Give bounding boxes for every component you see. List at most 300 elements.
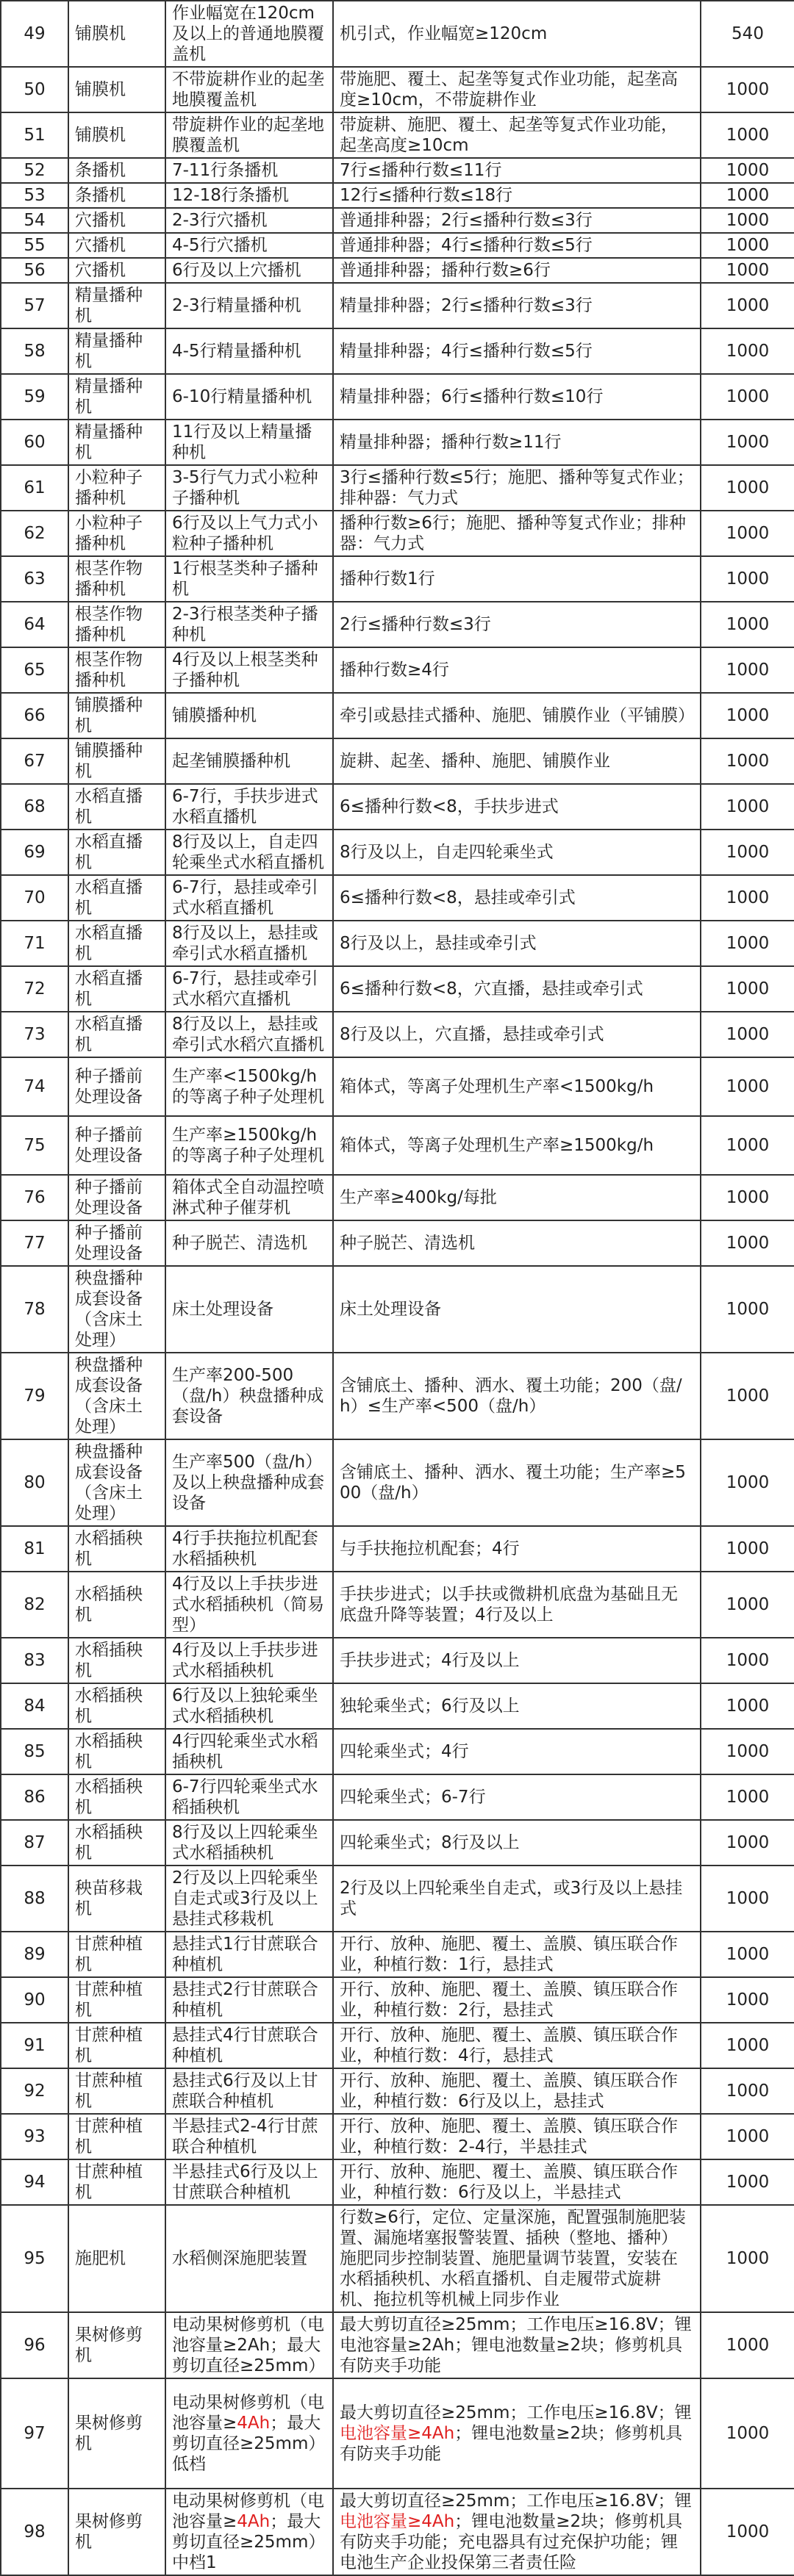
category-cell: 果树修剪机 <box>68 2312 165 2378</box>
table-row <box>1 112 794 158</box>
spec-cell: 开行、放种、施肥、覆土、盖膜、镇压联合作业，种植行数：6行及以上，悬挂式 <box>333 2068 701 2114</box>
table-row <box>1 784 794 830</box>
item-name-cell: 12-18行条播机 <box>165 183 333 208</box>
spec-cell: 含铺底土、播种、洒水、覆土功能；生产率≥500（盘/h） <box>333 1439 701 1526</box>
row-number: 58 <box>1 328 68 374</box>
spec-cell: 手扶步进式；4行及以上 <box>333 1638 701 1683</box>
table-row <box>1 465 794 511</box>
row-number: 71 <box>1 921 68 966</box>
item-name-cell: 4-5行精量播种机 <box>165 328 333 374</box>
category-cell: 精量播种机 <box>68 328 165 374</box>
row-number: 49 <box>1 1 68 67</box>
row-number: 68 <box>1 784 68 830</box>
spec-cell: 6≤播种行数<8，悬挂或牵引式 <box>333 875 701 921</box>
highlight-text: 电池容量≥4Ah <box>340 2512 455 2531</box>
item-name-cell: 4-5行穴播机 <box>165 233 333 258</box>
spec-cell: 手扶步进式；以手扶或微耕机底盘为基础且无底盘升降等装置；4行及以上 <box>333 1572 701 1638</box>
item-name-cell: 6行及以上穴播机 <box>165 258 333 283</box>
spec-cell: 箱体式，等离子处理机生产率≥1500kg/h <box>333 1116 701 1175</box>
subsidy-amount: 1000 <box>701 693 794 738</box>
category-cell: 条播机 <box>68 158 165 183</box>
item-name-cell: 电动果树修剪机（电池容量≥4Ah；最大剪切直径≥25mm）低档 <box>165 2378 333 2489</box>
item-name-cell: 不带旋耕作业的起垄地膜覆盖机 <box>165 67 333 112</box>
category-cell: 水稻直播机 <box>68 1012 165 1057</box>
spec-cell: 开行、放种、施肥、覆土、盖膜、镇压联合作业，种植行数：6行及以上，半悬挂式 <box>333 2159 701 2205</box>
row-number: 76 <box>1 1175 68 1220</box>
subsidy-amount: 1000 <box>701 420 794 465</box>
table-row <box>1 1683 794 1729</box>
item-name-cell: 半悬挂式6行及以上甘蔗联合种植机 <box>165 2159 333 2205</box>
category-cell: 种子播前处理设备 <box>68 1175 165 1220</box>
subsidy-amount: 1000 <box>701 208 794 233</box>
row-number: 97 <box>1 2378 68 2489</box>
table-row <box>1 2068 794 2114</box>
row-number: 55 <box>1 233 68 258</box>
category-cell: 种子播前处理设备 <box>68 1116 165 1175</box>
row-number: 78 <box>1 1266 68 1353</box>
spec-cell: 最大剪切直径≥25mm；工作电压≥16.8V；锂电池容量≥4Ah；锂电池数量≥2块；修剪机具有防夹手功能；充电器具有过充保护功能；锂电池生产企业投保第三者责任险 <box>333 2489 701 2575</box>
table-row <box>1 208 794 233</box>
row-number: 60 <box>1 420 68 465</box>
row-number: 82 <box>1 1572 68 1638</box>
spec-cell: 普通排种器；2行≤播种行数≤3行 <box>333 208 701 233</box>
category-cell: 铺膜播种机 <box>68 738 165 784</box>
category-cell: 水稻直播机 <box>68 966 165 1012</box>
item-name-cell: 起垄铺膜播种机 <box>165 738 333 784</box>
subsidy-amount: 1000 <box>701 2023 794 2068</box>
category-cell: 果树修剪机 <box>68 2489 165 2575</box>
row-number: 66 <box>1 693 68 738</box>
table-row <box>1 921 794 966</box>
row-number: 51 <box>1 112 68 158</box>
subsidy-amount: 1000 <box>701 258 794 283</box>
spec-cell: 四轮乘坐式；8行及以上 <box>333 1820 701 1866</box>
table-row <box>1 1820 794 1866</box>
row-number: 88 <box>1 1866 68 1932</box>
table-row <box>1 2378 794 2489</box>
row-number: 84 <box>1 1683 68 1729</box>
item-name-cell: 电动果树修剪机（电池容量≥4Ah；最大剪切直径≥25mm）中档1 <box>165 2489 333 2575</box>
category-cell: 种子播前处理设备 <box>68 1057 165 1116</box>
spec-cell: 8行及以上，穴直播，悬挂或牵引式 <box>333 1012 701 1057</box>
table-row <box>1 328 794 374</box>
subsidy-amount: 1000 <box>701 328 794 374</box>
row-number: 77 <box>1 1220 68 1266</box>
spec-cell: 与手扶拖拉机配套；4行 <box>333 1526 701 1572</box>
row-number: 53 <box>1 183 68 208</box>
subsidy-amount: 1000 <box>701 966 794 1012</box>
category-cell: 水稻插秧机 <box>68 1638 165 1683</box>
category-cell: 果树修剪机 <box>68 2378 165 2489</box>
subsidy-amount: 1000 <box>701 2114 794 2159</box>
row-number: 94 <box>1 2159 68 2205</box>
spec-cell: 3行≤播种行数≤5行；施肥、播种等复式作业；排种器：气力式 <box>333 465 701 511</box>
item-name-cell: 6-7行四轮乘坐式水稻插秧机 <box>165 1774 333 1820</box>
category-cell: 小粒种子播种机 <box>68 511 165 556</box>
spec-cell: 独轮乘坐式；6行及以上 <box>333 1683 701 1729</box>
item-name-cell: 6-7行，悬挂或牵引式水稻穴直播机 <box>165 966 333 1012</box>
row-number: 83 <box>1 1638 68 1683</box>
subsidy-amount: 1000 <box>701 1116 794 1175</box>
table-row <box>1 1439 794 1526</box>
row-number: 90 <box>1 1977 68 2023</box>
category-cell: 秧盘播种成套设备（含床土处理） <box>68 1439 165 1526</box>
spec-cell: 开行、放种、施肥、覆土、盖膜、镇压联合作业，种植行数：2-4行，半悬挂式 <box>333 2114 701 2159</box>
subsidy-amount: 1000 <box>701 1526 794 1572</box>
subsidy-amount: 540 <box>701 1 794 67</box>
spec-cell: 普通排种器；4行≤播种行数≤5行 <box>333 233 701 258</box>
category-cell: 甘蔗种植机 <box>68 2114 165 2159</box>
subsidy-amount: 1000 <box>701 1866 794 1932</box>
item-name-cell: 4行及以上根茎类种子播种机 <box>165 647 333 693</box>
item-name-cell: 铺膜播种机 <box>165 693 333 738</box>
item-name-cell: 半悬挂式2-4行甘蔗联合种植机 <box>165 2114 333 2159</box>
table-row <box>1 420 794 465</box>
item-name-cell: 4行手扶拖拉机配套水稻插秧机 <box>165 1526 333 1572</box>
spec-cell: 床土处理设备 <box>333 1266 701 1353</box>
subsidy-amount: 1000 <box>701 374 794 420</box>
category-cell: 精量播种机 <box>68 374 165 420</box>
row-number: 59 <box>1 374 68 420</box>
spec-cell: 带旋耕、施肥、覆土、起垄等复式作业功能，起垄高度≥10cm <box>333 112 701 158</box>
category-cell: 根茎作物播种机 <box>68 647 165 693</box>
category-cell: 水稻插秧机 <box>68 1774 165 1820</box>
category-cell: 根茎作物播种机 <box>68 602 165 647</box>
spec-cell: 开行、放种、施肥、覆土、盖膜、镇压联合作业，种植行数：4行，悬挂式 <box>333 2023 701 2068</box>
table-row <box>1 738 794 784</box>
spec-cell: 7行≤播种行数≤11行 <box>333 158 701 183</box>
spec-cell: 播种行数≥6行；施肥、播种等复式作业；排种器：气力式 <box>333 511 701 556</box>
subsidy-amount: 1000 <box>701 1683 794 1729</box>
subsidy-amount: 1000 <box>701 1774 794 1820</box>
subsidy-amount: 1000 <box>701 647 794 693</box>
table-row <box>1 2023 794 2068</box>
spec-cell: 开行、放种、施肥、覆土、盖膜、镇压联合作业，种植行数：1行，悬挂式 <box>333 1932 701 1977</box>
row-number: 57 <box>1 283 68 328</box>
category-cell: 秧苗移栽机 <box>68 1866 165 1932</box>
spec-cell: 12行≤播种行数≤18行 <box>333 183 701 208</box>
row-number: 50 <box>1 67 68 112</box>
spec-cell: 2行≤播种行数≤3行 <box>333 602 701 647</box>
category-cell: 铺膜机 <box>68 67 165 112</box>
row-number: 74 <box>1 1057 68 1116</box>
item-name-cell: 6-7行，悬挂或牵引式水稻直播机 <box>165 875 333 921</box>
subsidy-amount: 1000 <box>701 465 794 511</box>
subsidy-amount: 1000 <box>701 158 794 183</box>
table-row <box>1 1729 794 1774</box>
spec-cell: 带施肥、覆土、起垄等复式作业功能，起垄高度≥10cm，不带旋耕作业 <box>333 67 701 112</box>
item-name-cell: 6行及以上独轮乘坐式水稻插秧机 <box>165 1683 333 1729</box>
item-name-cell: 3-5行气力式小粒种子播种机 <box>165 465 333 511</box>
row-number: 91 <box>1 2023 68 2068</box>
spec-cell: 机引式，作业幅宽≥120cm <box>333 1 701 67</box>
category-cell: 小粒种子播种机 <box>68 465 165 511</box>
table-row <box>1 602 794 647</box>
item-name-cell: 6-10行精量播种机 <box>165 374 333 420</box>
category-cell: 条播机 <box>68 183 165 208</box>
table-row <box>1 1572 794 1638</box>
item-name-cell: 4行四轮乘坐式水稻插秧机 <box>165 1729 333 1774</box>
subsidy-amount: 1000 <box>701 1353 794 1439</box>
category-cell: 铺膜播种机 <box>68 693 165 738</box>
item-name-cell: 2-3行精量播种机 <box>165 283 333 328</box>
item-name-cell: 8行及以上，自走四轮乘坐式水稻直播机 <box>165 830 333 875</box>
subsidy-amount: 1000 <box>701 2378 794 2489</box>
item-name-cell: 种子脱芒、清选机 <box>165 1220 333 1266</box>
subsidy-amount: 1000 <box>701 2205 794 2312</box>
item-name-cell: 11行及以上精量播种机 <box>165 420 333 465</box>
spec-cell: 开行、放种、施肥、覆土、盖膜、镇压联合作业，种植行数：2行，悬挂式 <box>333 1977 701 2023</box>
row-number: 85 <box>1 1729 68 1774</box>
table-row <box>1 2205 794 2312</box>
table-row <box>1 1526 794 1572</box>
category-cell: 甘蔗种植机 <box>68 1977 165 2023</box>
subsidy-amount: 1000 <box>701 233 794 258</box>
spec-cell: 精量排种器；播种行数≥11行 <box>333 420 701 465</box>
item-name-cell: 箱体式全自动温控喷淋式种子催芽机 <box>165 1175 333 1220</box>
category-cell: 穴播机 <box>68 258 165 283</box>
subsidy-amount: 1000 <box>701 830 794 875</box>
spec-cell: 8行及以上，自走四轮乘坐式 <box>333 830 701 875</box>
category-cell: 秧盘播种成套设备（含床土处理） <box>68 1266 165 1353</box>
row-number: 95 <box>1 2205 68 2312</box>
table-row <box>1 2159 794 2205</box>
subsidy-amount: 1000 <box>701 556 794 602</box>
row-number: 92 <box>1 2068 68 2114</box>
spec-cell: 最大剪切直径≥25mm；工作电压≥16.8V；锂电池容量≥2Ah；锂电池数量≥2块；修剪机具有防夹手功能 <box>333 2312 701 2378</box>
table-row <box>1 1 794 67</box>
subsidy-amount: 1000 <box>701 602 794 647</box>
spec-cell: 精量排种器；2行≤播种行数≤3行 <box>333 283 701 328</box>
table-row <box>1 258 794 283</box>
subsidy-amount: 1000 <box>701 738 794 784</box>
table-row <box>1 2312 794 2378</box>
row-number: 52 <box>1 158 68 183</box>
item-name-cell: 悬挂式2行甘蔗联合种植机 <box>165 1977 333 2023</box>
table-row <box>1 693 794 738</box>
table-row <box>1 1175 794 1220</box>
item-name-cell: 床土处理设备 <box>165 1266 333 1353</box>
subsidy-amount: 1000 <box>701 1977 794 2023</box>
category-cell: 秧盘播种成套设备（含床土处理） <box>68 1353 165 1439</box>
table-row <box>1 1866 794 1932</box>
spec-cell: 6≤播种行数<8，手扶步进式 <box>333 784 701 830</box>
spec-cell: 含铺底土、播种、洒水、覆土功能；200（盘/h）≤生产率<500（盘/h） <box>333 1353 701 1439</box>
subsidy-amount: 1000 <box>701 112 794 158</box>
subsidy-amount: 1000 <box>701 875 794 921</box>
category-cell: 根茎作物播种机 <box>68 556 165 602</box>
category-cell: 水稻插秧机 <box>68 1572 165 1638</box>
item-name-cell: 生产率500（盘/h）及以上秧盘播种成套设备 <box>165 1439 333 1526</box>
table-row <box>1 1638 794 1683</box>
category-cell: 精量播种机 <box>68 283 165 328</box>
table-row <box>1 1012 794 1057</box>
spec-cell: 牵引或悬挂式播种、施肥、铺膜作业（平铺膜） <box>333 693 701 738</box>
row-number: 80 <box>1 1439 68 1526</box>
highlight-text: 电池容量≥4Ah <box>340 2424 455 2443</box>
subsidy-amount: 1000 <box>701 1175 794 1220</box>
spec-cell: 播种行数≥4行 <box>333 647 701 693</box>
item-name-cell: 2-3行根茎类种子播种机 <box>165 602 333 647</box>
category-cell: 铺膜机 <box>68 1 165 67</box>
item-name-cell: 8行及以上，悬挂或牵引式水稻直播机 <box>165 921 333 966</box>
subsidy-amount: 1000 <box>701 1439 794 1526</box>
spec-cell: 6≤播种行数<8，穴直播，悬挂或牵引式 <box>333 966 701 1012</box>
category-cell: 甘蔗种植机 <box>68 2023 165 2068</box>
category-cell: 精量播种机 <box>68 420 165 465</box>
table-row <box>1 374 794 420</box>
subsidy-amount: 1000 <box>701 1572 794 1638</box>
table-row <box>1 1932 794 1977</box>
spec-cell: 箱体式，等离子处理机生产率<1500kg/h <box>333 1057 701 1116</box>
item-name-cell: 悬挂式1行甘蔗联合种植机 <box>165 1932 333 1977</box>
table-row <box>1 1057 794 1116</box>
item-name-cell: 7-11行条播机 <box>165 158 333 183</box>
subsidy-amount: 1000 <box>701 1057 794 1116</box>
item-name-cell: 生产率≥1500kg/h的等离子种子处理机 <box>165 1116 333 1175</box>
category-cell: 铺膜机 <box>68 112 165 158</box>
item-name-cell: 1行根茎类种子播种机 <box>165 556 333 602</box>
table-row <box>1 283 794 328</box>
category-cell: 水稻插秧机 <box>68 1526 165 1572</box>
item-name-cell: 悬挂式6行及以上甘蔗联合种植机 <box>165 2068 333 2114</box>
table-row <box>1 233 794 258</box>
highlight-text: 4Ah <box>237 2414 271 2433</box>
row-number: 62 <box>1 511 68 556</box>
category-cell: 水稻直播机 <box>68 784 165 830</box>
subsidy-amount: 1000 <box>701 1820 794 1866</box>
table-row <box>1 1353 794 1439</box>
category-cell: 穴播机 <box>68 233 165 258</box>
item-name-cell: 8行及以上，悬挂或牵引式水稻穴直播机 <box>165 1012 333 1057</box>
row-number: 79 <box>1 1353 68 1439</box>
spec-cell: 四轮乘坐式；4行 <box>333 1729 701 1774</box>
row-number: 65 <box>1 647 68 693</box>
row-number: 70 <box>1 875 68 921</box>
subsidy-amount: 1000 <box>701 1220 794 1266</box>
category-cell: 水稻直播机 <box>68 875 165 921</box>
spec-cell: 精量排种器；6行≤播种行数≤10行 <box>333 374 701 420</box>
subsidy-amount: 1000 <box>701 1932 794 1977</box>
table-row <box>1 556 794 602</box>
table-row <box>1 2489 794 2575</box>
subsidy-amount: 1000 <box>701 1729 794 1774</box>
item-name-cell: 4行及以上手扶步进式水稻插秧机（简易型） <box>165 1572 333 1638</box>
table-row <box>1 1116 794 1175</box>
row-number: 81 <box>1 1526 68 1572</box>
category-cell: 施肥机 <box>68 2205 165 2312</box>
highlight-text: 4Ah <box>237 2512 271 2531</box>
row-number: 61 <box>1 465 68 511</box>
category-cell: 甘蔗种植机 <box>68 2068 165 2114</box>
spec-cell: 四轮乘坐式；6-7行 <box>333 1774 701 1820</box>
category-cell: 水稻插秧机 <box>68 1683 165 1729</box>
category-cell: 水稻插秧机 <box>68 1820 165 1866</box>
item-name-cell: 电动果树修剪机（电池容量≥2Ah；最大剪切直径≥25mm） <box>165 2312 333 2378</box>
item-name-cell: 悬挂式4行甘蔗联合种植机 <box>165 2023 333 2068</box>
category-cell: 甘蔗种植机 <box>68 1932 165 1977</box>
row-number: 69 <box>1 830 68 875</box>
item-name-cell: 6行及以上气力式小粒种子播种机 <box>165 511 333 556</box>
table-row <box>1 183 794 208</box>
table-row <box>1 67 794 112</box>
row-number: 73 <box>1 1012 68 1057</box>
item-name-cell: 4行及以上手扶步进式水稻插秧机 <box>165 1638 333 1683</box>
table-row <box>1 647 794 693</box>
category-cell: 穴播机 <box>68 208 165 233</box>
row-number: 87 <box>1 1820 68 1866</box>
table-row <box>1 966 794 1012</box>
spec-cell: 种子脱芒、清选机 <box>333 1220 701 1266</box>
row-number: 98 <box>1 2489 68 2575</box>
item-name-cell: 2行及以上四轮乘坐自走式或3行及以上悬挂式移栽机 <box>165 1866 333 1932</box>
row-number: 56 <box>1 258 68 283</box>
row-number: 89 <box>1 1932 68 1977</box>
table-row <box>1 511 794 556</box>
subsidy-amount: 1000 <box>701 2159 794 2205</box>
table-row <box>1 1266 794 1353</box>
category-cell: 水稻直播机 <box>68 830 165 875</box>
spec-cell: 旋耕、起垄、播种、施肥、铺膜作业 <box>333 738 701 784</box>
subsidy-amount: 1000 <box>701 183 794 208</box>
category-cell: 甘蔗种植机 <box>68 2159 165 2205</box>
table-row <box>1 158 794 183</box>
subsidy-amount: 1000 <box>701 1638 794 1683</box>
table-row <box>1 2114 794 2159</box>
subsidy-amount: 1000 <box>701 1266 794 1353</box>
subsidy-amount: 1000 <box>701 2489 794 2575</box>
row-number: 72 <box>1 966 68 1012</box>
category-cell: 种子播前处理设备 <box>68 1220 165 1266</box>
item-name-cell: 生产率200-500（盘/h）秧盘播种成套设备 <box>165 1353 333 1439</box>
row-number: 96 <box>1 2312 68 2378</box>
spec-cell: 行数≥6行，定位、定量深施，配置强制施肥装置、漏施堵塞报警装置、插秧（整地、播种）施肥同步控制装置、施肥量调节装置，安装在水稻插秧机、水稻直播机、自走履带式旋耕机、拖拉机等机械上同步作业 <box>333 2205 701 2312</box>
row-number: 93 <box>1 2114 68 2159</box>
spec-cell: 普通排种器；播种行数≥6行 <box>333 258 701 283</box>
row-number: 63 <box>1 556 68 602</box>
spec-cell: 8行及以上，悬挂或牵引式 <box>333 921 701 966</box>
item-name-cell: 2-3行穴播机 <box>165 208 333 233</box>
subsidy-amount: 1000 <box>701 511 794 556</box>
spec-cell: 精量排种器；4行≤播种行数≤5行 <box>333 328 701 374</box>
item-name-cell: 8行及以上四轮乘坐式水稻插秧机 <box>165 1820 333 1866</box>
row-number: 64 <box>1 602 68 647</box>
subsidy-amount: 1000 <box>701 921 794 966</box>
table-row <box>1 1774 794 1820</box>
spec-cell: 最大剪切直径≥25mm；工作电压≥16.8V；锂电池容量≥4Ah；锂电池数量≥2块；修剪机具有防夹手功能 <box>333 2378 701 2489</box>
table-row <box>1 830 794 875</box>
item-name-cell: 作业幅宽在120cm及以上的普通地膜覆盖机 <box>165 1 333 67</box>
row-number: 54 <box>1 208 68 233</box>
item-name-cell: 带旋耕作业的起垄地膜覆盖机 <box>165 112 333 158</box>
subsidy-amount: 1000 <box>701 283 794 328</box>
category-cell: 水稻插秧机 <box>68 1729 165 1774</box>
subsidy-amount: 1000 <box>701 1012 794 1057</box>
category-cell: 水稻直播机 <box>68 921 165 966</box>
item-name-cell: 6-7行，手扶步进式水稻直播机 <box>165 784 333 830</box>
row-number: 86 <box>1 1774 68 1820</box>
spec-cell: 生产率≥400kg/每批 <box>333 1175 701 1220</box>
subsidy-amount: 1000 <box>701 2068 794 2114</box>
item-name-cell: 水稻侧深施肥装置 <box>165 2205 333 2312</box>
subsidy-amount: 1000 <box>701 2312 794 2378</box>
table-row <box>1 875 794 921</box>
table-row <box>1 1220 794 1266</box>
row-number: 75 <box>1 1116 68 1175</box>
spec-cell: 2行及以上四轮乘坐自走式，或3行及以上悬挂式 <box>333 1866 701 1932</box>
subsidy-amount: 1000 <box>701 784 794 830</box>
item-name-cell: 生产率<1500kg/h的等离子种子处理机 <box>165 1057 333 1116</box>
